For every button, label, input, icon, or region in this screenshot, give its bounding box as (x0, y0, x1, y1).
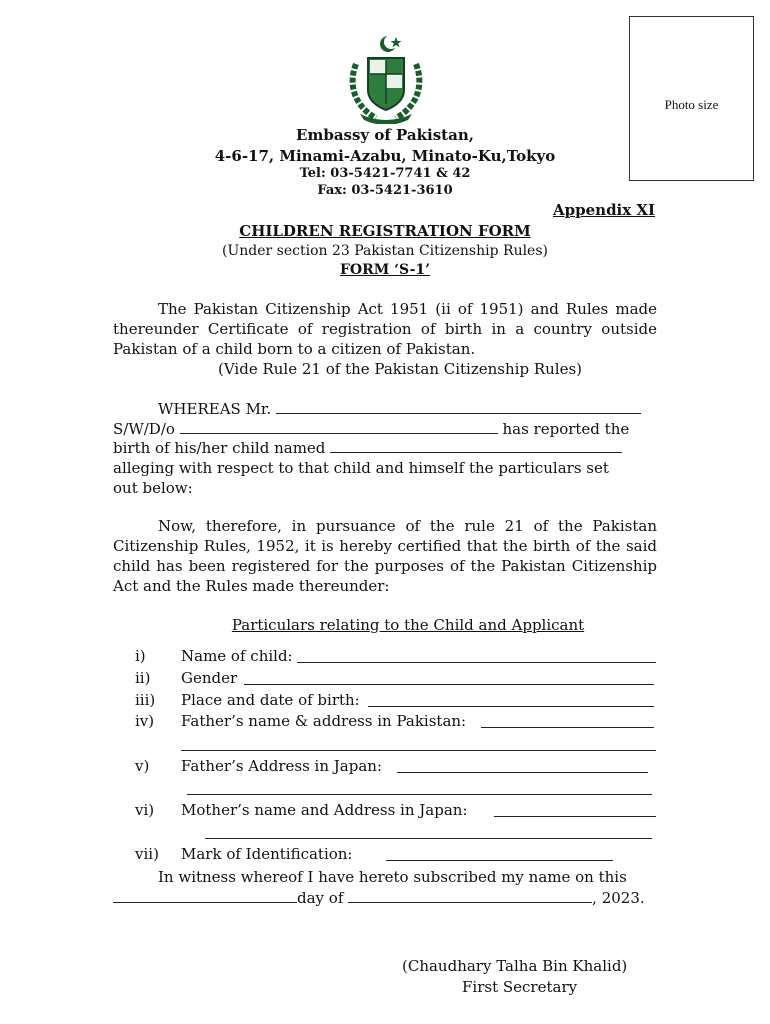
swdo-label: S/W/D/o (113, 420, 175, 438)
whereas-label: WHEREAS Mr. (158, 400, 272, 418)
name-of-child-label: Name of child: (181, 647, 293, 665)
mother-japan-field-line2[interactable] (205, 838, 652, 839)
gender-label: Gender (181, 669, 238, 687)
signatory-name: (Chaudhary Talha Bin Khalid) (402, 957, 628, 975)
item-number: iii) (135, 691, 156, 709)
gender-field[interactable] (244, 684, 654, 685)
name-of-child-field[interactable] (297, 662, 656, 663)
item-number: ii) (135, 669, 151, 687)
out-below-line: out below: (113, 479, 193, 497)
item-number: vi) (135, 801, 155, 819)
father-pakistan-label: Father’s name & address in Pakistan: (181, 712, 467, 730)
place-date-birth-label: Place and date of birth: (181, 691, 360, 709)
photo-box (629, 16, 754, 181)
father-pakistan-field[interactable] (481, 727, 654, 728)
mother-japan-field[interactable] (494, 816, 656, 817)
father-name-field[interactable] (276, 399, 641, 414)
signatory-title: First Secretary (462, 978, 578, 996)
mother-japan-label: Mother’s name and Address in Japan: (181, 801, 468, 819)
appendix-label: Appendix XI (553, 201, 656, 219)
item-number: i) (135, 647, 146, 665)
photo-size-label: Photo size (664, 97, 719, 112)
child-named-field[interactable] (330, 438, 622, 453)
item-number: iv) (135, 712, 155, 730)
birth-line (113, 438, 622, 458)
mark-identification-field[interactable] (386, 860, 613, 861)
particulars-heading: Particulars relating to the Child and Applicant (231, 616, 585, 634)
place-date-birth-field[interactable] (368, 706, 654, 707)
embassy-address: 4-6-17, Minami-Azabu, Minato-Ku,Tokyo (214, 147, 556, 165)
father-japan-label: Father’s Address in Japan: (181, 757, 382, 775)
item-number: v) (135, 757, 150, 775)
embassy-name: Embassy of Pakistan, (296, 126, 474, 144)
day-field[interactable] (113, 888, 297, 903)
mark-identification-label: Mark of Identification: (181, 845, 353, 863)
embassy-tel: Tel: 03-5421-7741 & 42 (299, 166, 471, 181)
form-subtitle: (Under section 23 Pakistan Citizenship Rules) (222, 243, 548, 259)
swdo-line (113, 419, 629, 439)
witness-line: In witness whereof I have hereto subscribed my name on this (158, 868, 627, 886)
alleging-line: alleging with respect to that child and himself the particulars set (113, 459, 609, 477)
swdo-field[interactable] (180, 419, 498, 434)
year-label: , 2023. (592, 889, 645, 907)
whereas-line (158, 399, 641, 419)
father-pakistan-field-line2[interactable] (181, 750, 656, 751)
form-title: CHILDREN REGISTRATION FORM (239, 222, 531, 240)
reported-label: has reported the (502, 420, 630, 438)
state-emblem-icon (346, 34, 426, 124)
embassy-fax: Fax: 03-5421-3610 (317, 183, 453, 198)
month-field[interactable] (348, 888, 592, 903)
item-number: vii) (135, 845, 159, 863)
form-number: FORM ‘S-1’ (339, 262, 431, 278)
father-japan-field[interactable] (397, 772, 648, 773)
day-of-label: day of (297, 889, 344, 907)
vide-rule: (Vide Rule 21 of the Pakistan Citizenship Rules) (218, 360, 582, 378)
witness-date-line (113, 888, 645, 908)
intro-paragraph: The Pakistan Citizenship Act 1951 (ii of 1951) and Rules made thereunder Certificate of registration of birth in a country outside Pakistan of a child born to a citizen of Pakistan. (113, 300, 657, 358)
birth-label: birth of his/her child named (113, 439, 326, 457)
certification-paragraph: Now, therefore, in pursuance of the rule 21 of the Pakistan Citizenship Rules, 1952, it is hereby certified that the birth of the said child has been registered for the purposes of the Pakistan Citizenship Act and the Rules made thereunder: (113, 517, 657, 595)
father-japan-field-line2[interactable] (187, 794, 652, 795)
